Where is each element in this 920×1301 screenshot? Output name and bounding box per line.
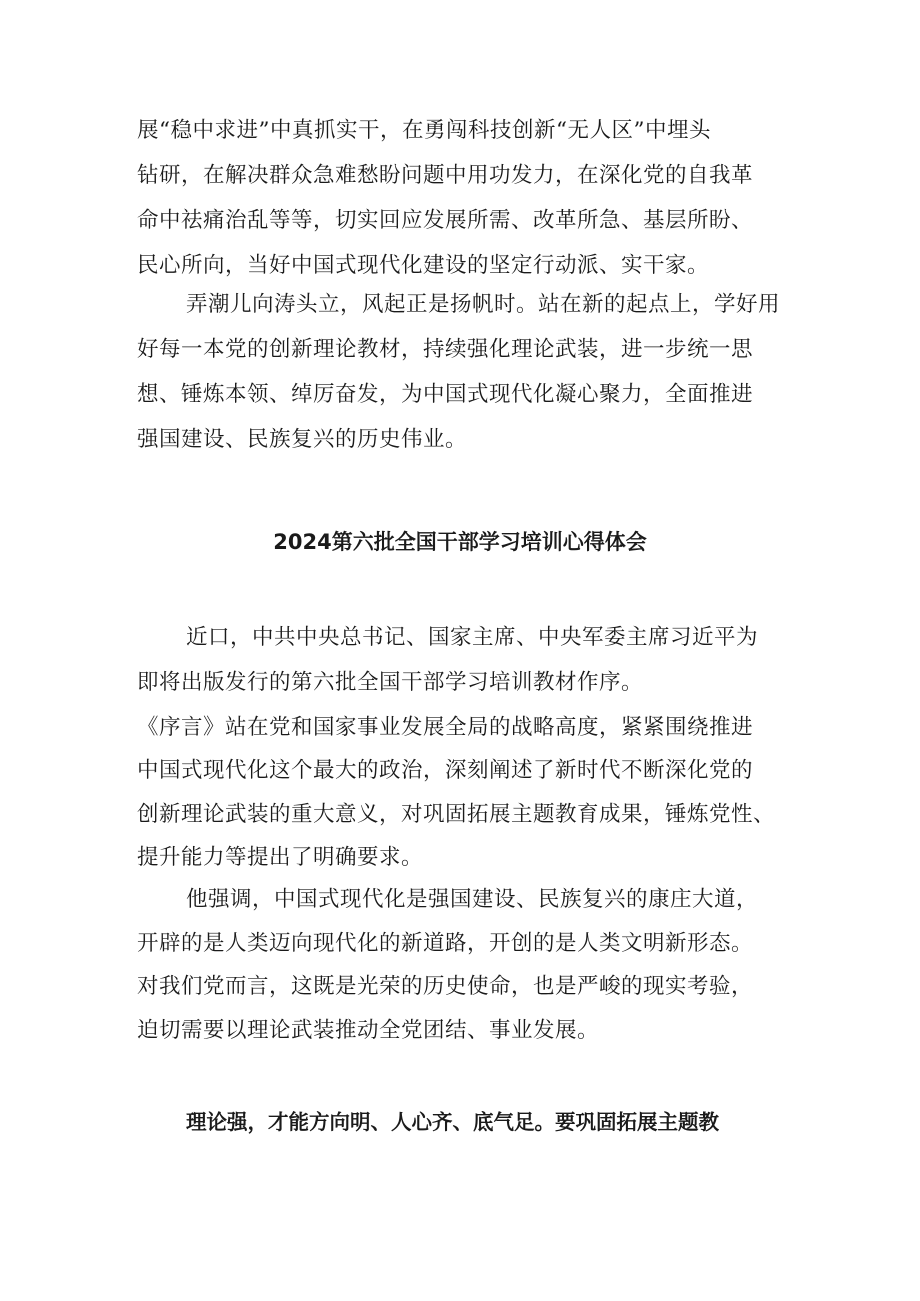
body-text-line: 展“稳中求进”中真抓实干，在勇闯科技创新“无人区”中埋头: [137, 118, 711, 143]
body-text-line: 对我们党而言，这既是光荣的历史使命，也是严峻的现实考验，: [137, 974, 754, 999]
body-text-line: 开辟的是人类迈向现代化的新道路，开创的是人类文明新形态。: [137, 931, 754, 956]
body-text-line: 好每一本党的创新理论教材，持续强化理论武装，进一步统一思: [137, 337, 754, 362]
body-text-line: 迫切需要以理论武装推动全党团结、事业发展。: [137, 1018, 600, 1043]
body-text-line: 他强调，中国式现代化是强国建设、民族复兴的康庄大道，: [186, 887, 759, 912]
body-text-line: 提升能力等提出了明确要求。: [137, 845, 424, 870]
body-text-line: 近口，中共中央总书记、国家主席、中央军委主席习近平为: [186, 625, 759, 650]
body-text-line: 《序言》站在党和国家事业发展全局的战略高度，紧紧围绕推进: [137, 715, 754, 740]
body-text-line: 中国式现代化这个最大的政治，深刻阐述了新时代不断深化党的: [137, 758, 754, 783]
body-text-line: 弄潮儿向涛头立，风起正是扬帆时。站在新的起点上，学好用: [186, 292, 781, 317]
body-text-line: 命中祛痛治乱等等，切实回应发展所需、改革所急、基层所盼、: [137, 208, 754, 233]
bold-text-line: 理论强，才能方向明、人心齐、底气足。要巩固拓展主题教: [186, 1110, 719, 1134]
body-text-line: 想、锤炼本领、绰厉奋发，为中国式现代化凝心聚力，全面推进: [137, 382, 754, 407]
body-text-line: 强国建设、民族复兴的历史伟业。: [137, 427, 468, 452]
body-text-line: 即将出版发行的第六批全国干部学习培训教材作序。: [137, 670, 644, 695]
body-text-line: 民心所向，当好中国式现代化建设的坚定行动派、实干家。: [137, 253, 710, 278]
body-text-line: 创新理论武装的重大意义，对巩固拓展主题教育成果，锤炼党性、: [137, 802, 776, 827]
body-text-line: 钻研，在解决群众急难愁盼问题中用功发力，在深化党的自我革: [137, 163, 754, 188]
section-title: 2024第六批全国干部学习培训心得体会: [273, 530, 647, 554]
